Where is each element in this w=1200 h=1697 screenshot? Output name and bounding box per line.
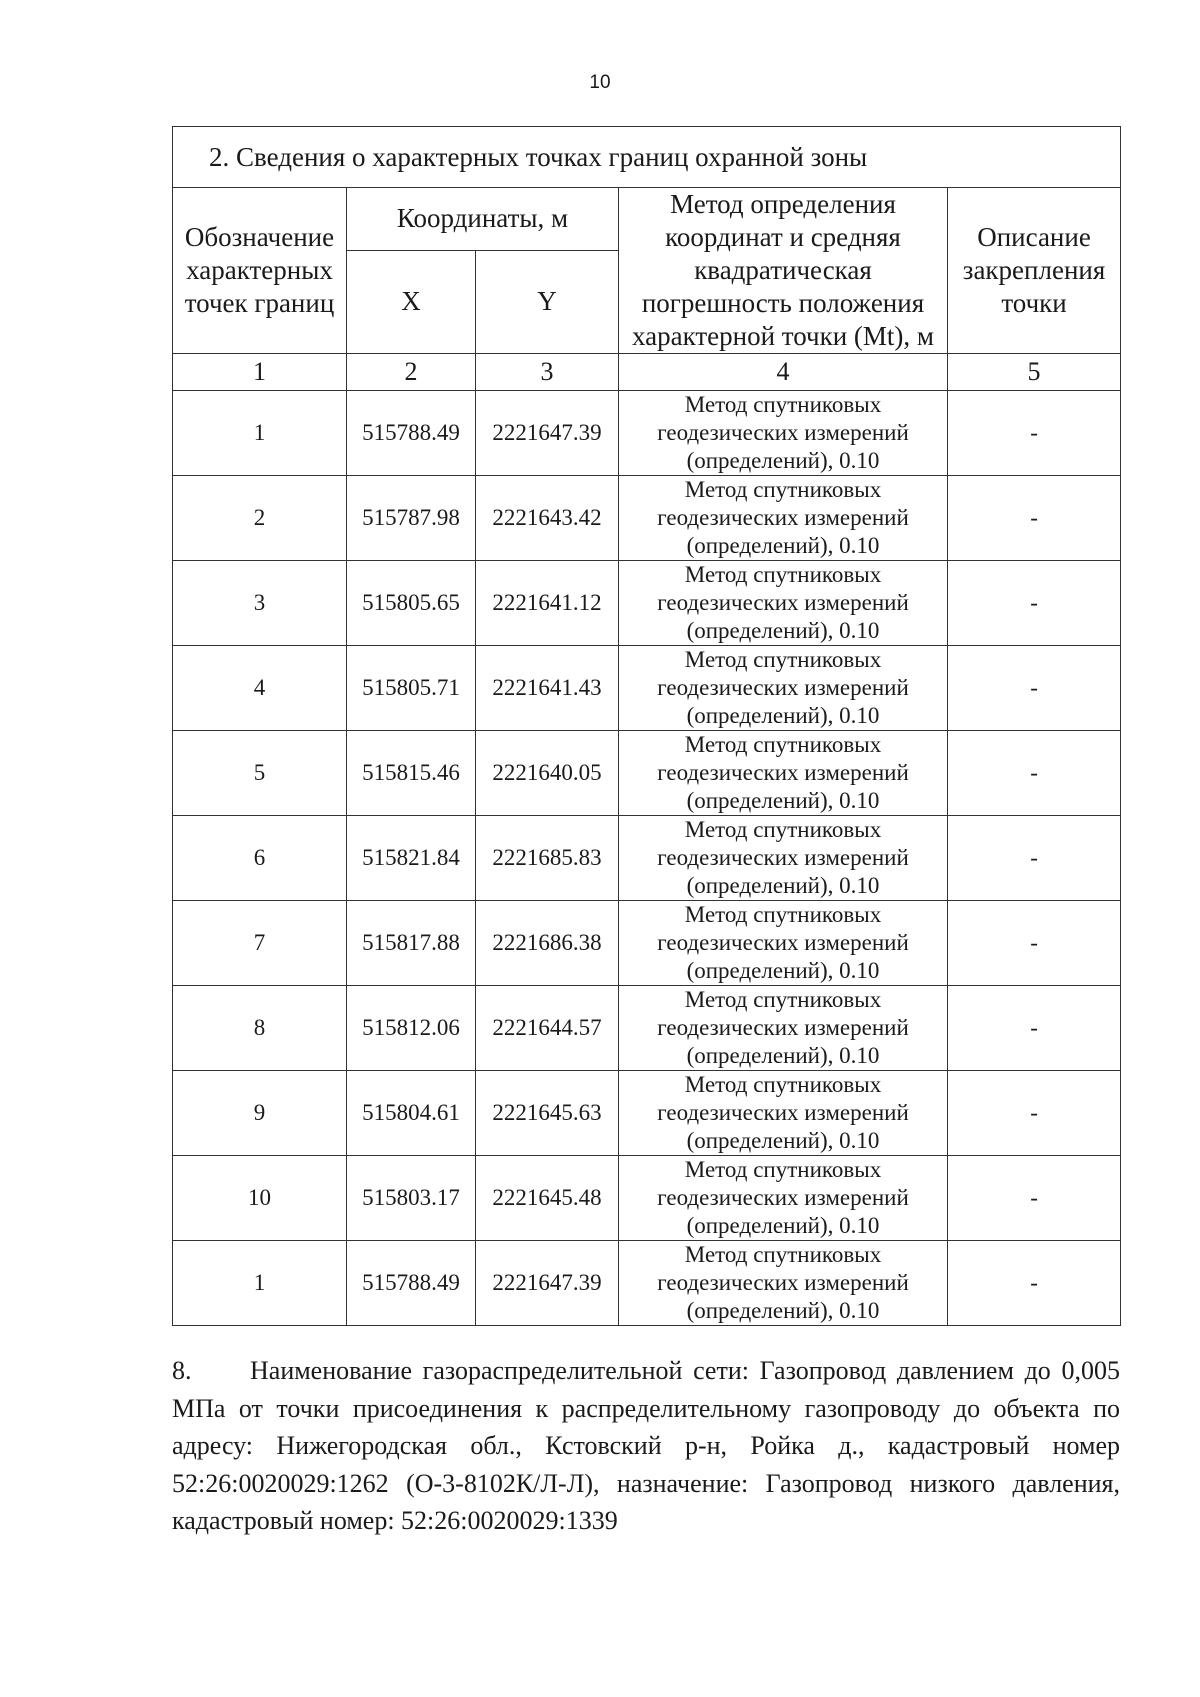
method-cell [619, 986, 948, 1071]
header-designation: Обозначение характерных точек границ [173, 188, 347, 354]
point-number: 1 [173, 391, 347, 476]
method-cell [619, 646, 948, 731]
method-line: Метод спутниковых [684, 477, 882, 502]
point-number: 6 [173, 816, 347, 901]
method-line: геодезических измерений [657, 590, 909, 615]
method-line: Метод спутниковых [684, 392, 882, 417]
coord-x: 515805.71 [347, 646, 476, 731]
point-description: - [948, 646, 1121, 731]
method-line: (определений), 0.10 [686, 1128, 880, 1153]
table-row [173, 391, 1121, 476]
method-line: (определений), 0.10 [686, 958, 880, 983]
coord-x: 515821.84 [347, 816, 476, 901]
table-row [173, 986, 1121, 1071]
method-line: (определений), 0.10 [686, 1043, 880, 1068]
coord-y: 2221686.38 [476, 901, 619, 986]
table-row [173, 901, 1121, 986]
method-line: геодезических измерений [657, 930, 909, 955]
method-line: Метод спутниковых [684, 987, 882, 1012]
table-title: 2. Сведения о характерных точках границ охранной зоны [173, 127, 1121, 188]
method-line: геодезических измерений [657, 1270, 909, 1295]
point-number: 5 [173, 731, 347, 816]
method-line: геодезических измерений [657, 1015, 909, 1040]
point-description: - [948, 391, 1121, 476]
coord-y: 2221644.57 [476, 986, 619, 1071]
coord-x: 515817.88 [347, 901, 476, 986]
method-line: геодезических измерений [657, 845, 909, 870]
point-number: 9 [173, 1071, 347, 1156]
header-x: X [347, 250, 476, 354]
section-text: Наименование газораспределительной сети: Газопровод давлением до 0,005 МПа от точки присоединения к распределительному газопроводу до объекта по адресу: Нижегородская обл., Кстовский р-н, Ройка д., кадастровый номер 52:26:0020029:1262 (О-3-8102К/Л-Л), назначение: Газопровод низкого давления, кадастровый номер: 52:26:0020029:1339 [172, 1356, 1120, 1535]
method-cell [619, 816, 948, 901]
method-line: Метод спутниковых [684, 817, 882, 842]
coord-x: 515803.17 [347, 1156, 476, 1241]
method-cell [619, 391, 948, 476]
method-line: геодезических измерений [657, 505, 909, 530]
point-number: 10 [173, 1156, 347, 1241]
column-number: 4 [619, 354, 948, 391]
column-number: 2 [347, 354, 476, 391]
method-line: геодезических измерений [657, 760, 909, 785]
coord-y: 2221647.39 [476, 391, 619, 476]
method-line: геодезических измерений [657, 675, 909, 700]
point-number: 7 [173, 901, 347, 986]
coord-x: 515788.49 [347, 1241, 476, 1326]
method-cell [619, 1156, 948, 1241]
coord-x: 515805.65 [347, 561, 476, 646]
method-line: геодезических измерений [657, 1185, 909, 1210]
boundary-points-table [172, 126, 1121, 1326]
method-cell [619, 1241, 948, 1326]
method-cell [619, 901, 948, 986]
point-description: - [948, 1241, 1121, 1326]
coord-y: 2221641.43 [476, 646, 619, 731]
coord-x: 515788.49 [347, 391, 476, 476]
header-method: Метод определения координат и средняя квадратическая погрешность положения характерной точки (Mt), м [619, 188, 948, 354]
method-line: Метод спутниковых [684, 1072, 882, 1097]
method-line: (определений), 0.10 [686, 703, 880, 728]
table-row [173, 1071, 1121, 1156]
column-number: 1 [173, 354, 347, 391]
point-description: - [948, 731, 1121, 816]
point-number: 3 [173, 561, 347, 646]
method-line: Метод спутниковых [684, 562, 882, 587]
point-number: 4 [173, 646, 347, 731]
table-row [173, 1156, 1121, 1241]
coord-y: 2221647.39 [476, 1241, 619, 1326]
table-row [173, 816, 1121, 901]
method-line: (определений), 0.10 [686, 1213, 880, 1238]
method-line: Метод спутниковых [684, 902, 882, 927]
coord-x: 515787.98 [347, 476, 476, 561]
method-line: геодезических измерений [657, 420, 909, 445]
method-line: (определений), 0.10 [686, 873, 880, 898]
method-line: (определений), 0.10 [686, 618, 880, 643]
point-number: 1 [173, 1241, 347, 1326]
header-y: Y [476, 250, 619, 354]
coord-x: 515815.46 [347, 731, 476, 816]
method-cell [619, 476, 948, 561]
section-number: 8. [172, 1356, 192, 1385]
point-description: - [948, 476, 1121, 561]
point-number: 2 [173, 476, 347, 561]
point-number: 8 [173, 986, 347, 1071]
column-number: 5 [948, 354, 1121, 391]
coord-y: 2221645.63 [476, 1071, 619, 1156]
point-description: - [948, 901, 1121, 986]
header-description: Описание закрепления точки [948, 188, 1121, 354]
point-description: - [948, 561, 1121, 646]
method-line: (определений), 0.10 [686, 533, 880, 558]
method-line: геодезических измерений [657, 1100, 909, 1125]
coord-x: 515804.61 [347, 1071, 476, 1156]
method-line: (определений), 0.10 [686, 788, 880, 813]
column-number: 3 [476, 354, 619, 391]
table-row [173, 1241, 1121, 1326]
header-coordinates: Координаты, м [347, 188, 619, 251]
coord-y: 2221640.05 [476, 731, 619, 816]
point-description: - [948, 986, 1121, 1071]
table-row [173, 646, 1121, 731]
table-row [173, 731, 1121, 816]
coord-x: 515812.06 [347, 986, 476, 1071]
method-line: Метод спутниковых [684, 647, 882, 672]
method-line: Метод спутниковых [684, 732, 882, 757]
method-line: Метод спутниковых [684, 1242, 882, 1267]
method-line: (определений), 0.10 [686, 448, 880, 473]
coord-y: 2221641.12 [476, 561, 619, 646]
method-cell [619, 1071, 948, 1156]
method-line: (определений), 0.10 [686, 1298, 880, 1323]
section-paragraph [172, 1352, 1120, 1540]
coord-y: 2221643.42 [476, 476, 619, 561]
coord-y: 2221685.83 [476, 816, 619, 901]
coord-y: 2221645.48 [476, 1156, 619, 1241]
point-description: - [948, 816, 1121, 901]
method-cell [619, 561, 948, 646]
point-description: - [948, 1071, 1121, 1156]
method-cell [619, 731, 948, 816]
page-number: 10 [589, 72, 611, 93]
table-row [173, 561, 1121, 646]
point-description: - [948, 1156, 1121, 1241]
table-row [173, 476, 1121, 561]
method-line: Метод спутниковых [684, 1157, 882, 1182]
